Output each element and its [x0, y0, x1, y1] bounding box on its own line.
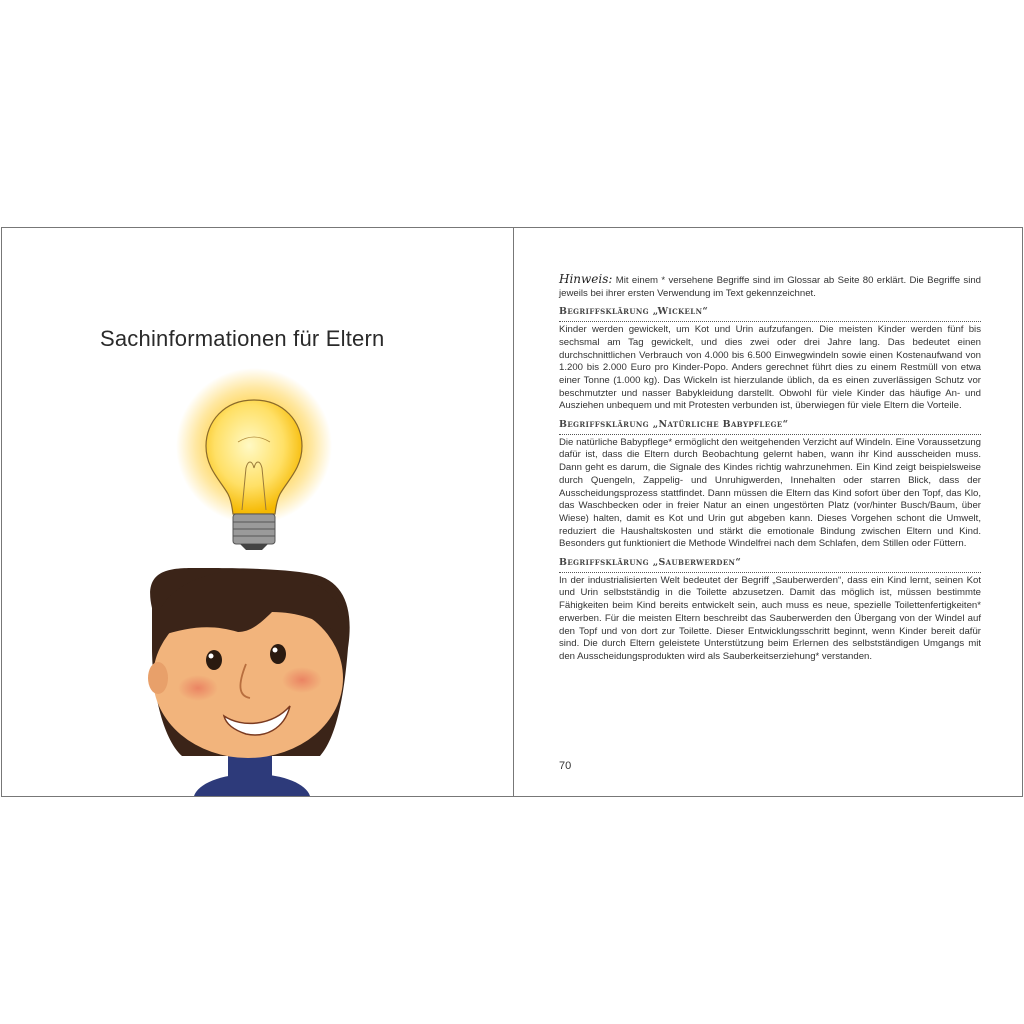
note-text: Mit einem * versehene Begriffe sind im Glossar ab Seite 80 erklärt. Die Begriffe sind jeweils bei ihrer ersten Verwendung im Text gekennzeichnet. — [559, 275, 981, 299]
section-text-sauberwerden: In der industrialisierten Welt bedeutet der Begriff „Sauberwerden“, dass ein Kind lernt, seinen Kot und Urin selbstständig in die Toilette abzusetzen. Damit das möglich ist, müssen bestimmte Fähigkeiten beim Kind bereits entwickelt sein, auch muss es neue, spezielle Toilettenfertigkeiten* erwerben. Für die meisten Eltern beschreibt das Sauberwerden den Übergang von der Windel auf den Topf und von dort zur Toilette. Dieser Entwicklungsschritt beginnt, wenn Kinder bereit dafür sind. Die durch Eltern geleistete Unterstützung beim Erlernen des selbstständigen Umgangs mit den Ausscheidungsprodukten wird als Sauberkeitserziehung* verstanden. — [559, 574, 981, 662]
child-lightbulb-illustration — [2, 228, 512, 796]
section-heading-babypflege: Begriffsklärung „Natürliche Babypflege“ — [559, 419, 981, 435]
lightbulb-icon — [176, 368, 332, 550]
child-icon — [148, 568, 350, 796]
note-label: Hinweis: — [559, 272, 613, 286]
section-text-wickeln: Kinder werden gewickelt, um Kot und Urin aufzufangen. Die meisten Kinder werden fünf bis sechsmal am Tag gewickelt, und dies zwei oder drei Jahre lang. Das bedeutet einen durchschnittlichen Verbrauch von 4.000 bis 6.500 Einwegwindeln sowie einen Kostenaufwand von 1.200 bis 2.000 Euro pro Kinder-Popo. Anders gerechnet führt dies zu einem Restmüll von etwa einer Tonne (1.000 kg). Das Wickeln ist hierzulande üblich, da es einen zuverlässigen Schutz vor beschmutzter und nasser Babykleidung darstellt. Obwohl für viele Kinder das häufige An- und Ausziehen unbequem und mit Protesten verbunden ist, überwiegen für viele Eltern die Vorteile. — [559, 324, 981, 412]
page-number: 70 — [559, 760, 572, 772]
book-spread — [1, 227, 1023, 797]
section-heading-wickeln: Begriffsklärung „Wickeln“ — [559, 306, 981, 322]
section-text-babypflege: Die natürliche Babypflege* ermöglicht den weitgehenden Verzicht auf Windeln. Eine Voraussetzung dafür ist, dass die Eltern durch Beobachtung gelernt haben, wann ihr Kind ausscheiden muss. Dann geht es darum, die Signale des Kindes richtig wahrzunehmen. Ein Kind zeigt beispielsweise durch Quengeln, Zappelig- und Unruhigwerden, Innehalten oder starren Blick, dass der Ausscheidungsprozess stattfindet. Dann müssen die Eltern das Kind sofort über den Topf, das Klo, das Waschbecken oder in freier Natur an einen ungestörten Platz (vor/hinter Busch/Baum, über Wiese) halten, damit es Kot und Urin gut abgeben kann. Dieses Vorgehen schont die Umwelt, reduziert die Haushaltskosten und stärkt die emotionale Bindung zwischen Eltern und Kind. Besonders gut funktioniert die Methode Windelfrei nach dem Schlafen, dem Stillen oder Füttern. — [559, 436, 981, 550]
page-title: Sachinformationen für Eltern — [100, 326, 385, 351]
glossary-note — [559, 273, 981, 300]
section-heading-sauberwerden: Begriffsklärung „Sauberwerden“ — [559, 557, 981, 573]
right-page — [514, 228, 1022, 796]
page-content — [559, 273, 981, 670]
left-page — [2, 228, 512, 796]
